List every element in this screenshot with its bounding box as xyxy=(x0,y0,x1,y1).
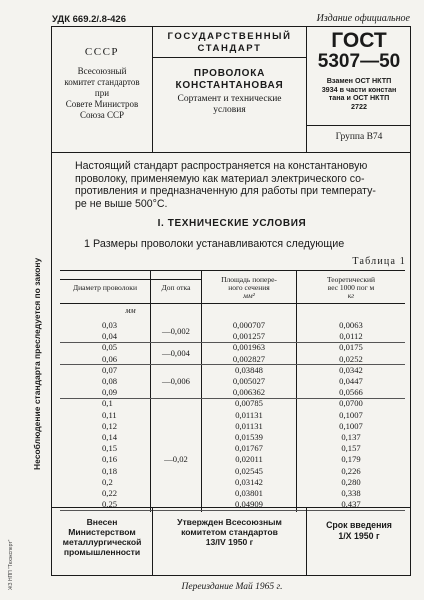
cell-weight: 0,1007 xyxy=(339,409,363,420)
col-header-tolerance: Доп отка xyxy=(161,283,191,292)
cell-diameter: 0,05 xyxy=(102,342,118,353)
cell-area: 0,01539 xyxy=(235,432,263,442)
intro-text: Настоящий стандарт распространяется на константановую проволоку, применяемую как материал электрического со- противления и предназначенную для работы при температу- ре не выше 500°С. xyxy=(75,160,376,210)
org-country: СССР xyxy=(84,46,120,58)
cell-diameter: 0,1 xyxy=(102,398,113,409)
table-top-line xyxy=(60,270,405,271)
cell-weight: 0,0342 xyxy=(339,364,363,375)
header-group-line xyxy=(306,125,411,126)
cell-tolerance: —0,002 xyxy=(162,325,190,336)
cell-weight: 0,0112 xyxy=(339,331,363,342)
cell-weight: 0,0566 xyxy=(339,387,363,398)
cell-diameter: 0,14 xyxy=(102,432,118,442)
publisher-stamp: ЖЗ НПП "Техэксперт" xyxy=(8,539,14,590)
cell-weight: 0,280 xyxy=(341,476,361,487)
org-block xyxy=(52,66,152,121)
cell-weight: 0,0175 xyxy=(339,342,363,353)
cell-weight: 0,137 xyxy=(341,432,361,442)
cell-area: 0,006362 xyxy=(232,387,266,398)
cell-area: 0,04909 xyxy=(235,499,263,510)
cell-area: 0,02011 xyxy=(235,454,263,465)
effective-date: Срок введения 1/X 1950 г xyxy=(326,520,392,541)
cell-area: 0,00785 xyxy=(235,398,263,409)
table-header-line xyxy=(60,303,405,304)
cell-area: 0,005027 xyxy=(232,376,266,386)
col-header-diameter: Диаметр проволоки xyxy=(72,283,138,292)
cell-area: 0,01131 xyxy=(235,409,263,420)
org-line: комитет стандартов xyxy=(64,77,140,87)
header-bottom-line xyxy=(51,152,411,153)
cell-diameter: 0,06 xyxy=(102,353,118,364)
cell-area: 0,001963 xyxy=(232,342,266,353)
cell-diameter: 0,15 xyxy=(102,443,118,454)
cell-area: 0,01767 xyxy=(235,443,263,454)
cell-area: 0,01131 xyxy=(235,420,263,431)
submitted-by: Внесен Министерством металлургической промышленности xyxy=(62,517,142,557)
section-title: I. ТЕХНИЧЕСКИЕ УСЛОВИЯ xyxy=(157,218,307,229)
cell-diameter: 0,03 xyxy=(102,320,118,330)
document-subtitle: Сортамент и технические условия xyxy=(177,94,282,115)
approved-by: Утвержден Всесоюзным комитетом стандартов 13/IV 1950 г xyxy=(177,517,282,547)
cell-area: 0,000707 xyxy=(232,320,266,330)
org-line: Всесоюзный xyxy=(77,66,127,76)
cell-tolerance: —0,004 xyxy=(162,348,190,358)
side-legal-note: Несоблюдение стандарта преследуется по закону xyxy=(32,257,42,470)
footer-top-line xyxy=(51,507,411,508)
clause-1: 1 Размеры проволоки устанавливаются следующие xyxy=(84,238,345,250)
cell-weight: 0,338 xyxy=(341,488,361,498)
table-subheader-line xyxy=(60,279,201,280)
standard-type: ГОСУДАРСТВЕННЫЙ СТАНДАРТ xyxy=(167,31,292,54)
cell-area: 0,02545 xyxy=(235,465,263,476)
header-standard-line xyxy=(152,57,306,58)
cell-diameter: 0,22 xyxy=(102,488,118,498)
table-row-separator xyxy=(60,510,405,511)
group-code: Группа В74 xyxy=(335,132,383,142)
edition-note: Издание официальное xyxy=(316,13,410,24)
cell-area: 0,002827 xyxy=(232,353,266,364)
cell-weight: 0,0063 xyxy=(339,320,363,330)
cell-diameter: 0,07 xyxy=(102,364,118,375)
unit-row-mm: мм xyxy=(125,306,136,315)
cell-weight: 0,0700 xyxy=(339,398,363,409)
gost-label: ГОСТ xyxy=(331,29,387,52)
cell-weight: 0,226 xyxy=(341,465,361,476)
cell-weight: 0,179 xyxy=(341,454,361,465)
cell-weight: 0,0252 xyxy=(339,353,363,364)
cell-diameter: 0,12 xyxy=(102,420,118,431)
cell-diameter: 0,04 xyxy=(102,331,118,342)
cell-weight: 0,437 xyxy=(341,499,361,510)
table-caption: Таблица 1 xyxy=(352,256,406,267)
cell-weight: 0,1007 xyxy=(339,420,363,431)
document-title: ПРОВОЛОКА КОНСТАНТАНОВАЯ xyxy=(175,68,284,91)
cell-tolerance: —0,02 xyxy=(164,454,188,465)
cell-area: 0,03848 xyxy=(235,364,263,375)
cell-weight: 0,0447 xyxy=(339,376,363,386)
cell-diameter: 0,09 xyxy=(102,387,118,398)
reprint-note: Переиздание Май 1965 г. xyxy=(181,582,283,592)
col-header-weight: Теоретический вес 1000 пог м кг xyxy=(326,275,376,300)
cell-diameter: 0,11 xyxy=(102,409,117,420)
org-line: при xyxy=(94,88,110,98)
cell-diameter: 0,25 xyxy=(102,499,118,510)
cell-diameter: 0,08 xyxy=(102,376,118,386)
udc-code: УДК 669.2/.8-426 xyxy=(52,14,126,25)
cell-diameter: 0,2 xyxy=(102,476,113,487)
cell-area: 0,03142 xyxy=(235,476,263,487)
replaces-note: Взамен ОСТ НКТП 3934 в части констан тана и ОСТ НКТП 2722 xyxy=(321,76,397,111)
cell-weight: 0,157 xyxy=(341,443,361,454)
org-line: Совете Министров xyxy=(65,99,139,109)
org-line: Союза ССР xyxy=(79,110,125,120)
col-header-area: Площадь попере- ного сечения мм² xyxy=(221,275,277,300)
cell-diameter: 0,18 xyxy=(102,465,118,476)
cell-area: 0,001257 xyxy=(232,331,266,342)
cell-tolerance: —0,006 xyxy=(162,376,190,386)
gost-number: 5307—50 xyxy=(317,51,401,72)
cell-area: 0,03801 xyxy=(235,488,263,498)
cell-diameter: 0,16 xyxy=(102,454,118,465)
